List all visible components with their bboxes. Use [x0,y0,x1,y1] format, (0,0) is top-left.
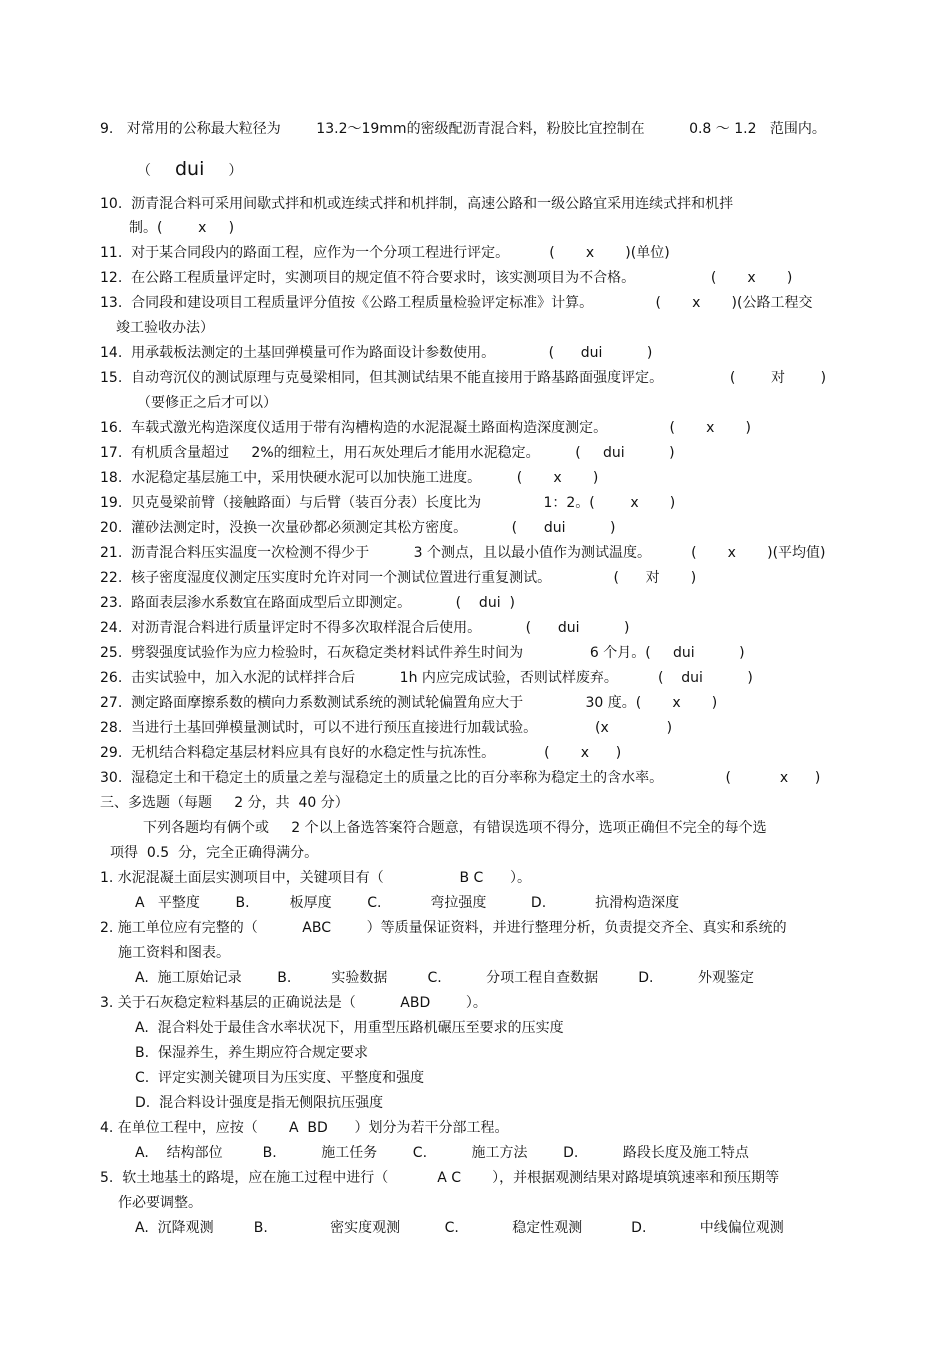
question-29: 29. 无机结合料稳定基层材料应具有良好的水稳定性与抗冻性。 ( x ) [100,745,622,761]
multi-question-5-options: A. 沉降观测 B. 密实度观测 C. 稳定性观测 D. 中线偏位观测 [135,1220,784,1236]
question-13-line2: 竣工验收办法） [116,320,214,336]
question-15-line2: （要修正之后才可以） [137,395,277,411]
question-13-line1: 13. 合同段和建设项目工程质量评分值按《公路工程质量检验评定标准》计算。 ( x )(公路工程交 [100,295,813,311]
question-22: 22. 核子密度湿度仪测定压实度时允许对同一个测试位置进行重复测试。 ( 对 ) [100,570,697,586]
multi-question-1: 1. 水泥混凝土面层实测项目中，关键项目有（ B C ）。 [100,870,531,886]
multi-question-5-line1: 5. 软土地基土的路堤，应在施工过程中进行（ A C ），并根据观测结果对路堤填筑速率和预压期等 [100,1170,780,1186]
question-12: 12. 在公路工程质量评定时，实测项目的规定值不符合要求时，该实测项目为不合格。 ( x ) [100,270,793,286]
question-28: 28. 当进行土基回弹模量测试时，可以不进行预压直接进行加载试验。 (x ) [100,720,673,736]
question-9-line2 [137,160,242,179]
question-11: 11. 对于某合同段内的路面工程，应作为一个分项工程进行评定。 ( x )(单位) [100,245,670,261]
multi-question-5-line2: 作必要调整。 [118,1195,202,1211]
question-17: 17. 有机质含量超过 2%的细粒土，用石灰处理后才能用水泥稳定。 ( dui ) [100,445,675,461]
multi-question-3-option-c: C. 评定实测关键项目为压实度、平整度和强度 [135,1070,425,1086]
multi-question-3-option-b: B. 保湿养生，养生期应符合规定要求 [135,1045,368,1061]
question-10-line1: 10. 沥青混合料可采用间歇式拌和机或连续式拌和机拌制，高速公路和一级公路宜采用连续式拌和机拌 [100,196,734,212]
question-18: 18. 水泥稳定基层施工中，采用快硬水泥可以加快施工进度。 ( x ) [100,470,599,486]
question-16: 16. 车载式激光构造深度仪适用于带有沟槽构造的水泥混凝土路面构造深度测定。 ( x ) [100,420,751,436]
question-9-answer: dui [175,158,205,180]
question-14: 14. 用承载板法测定的土基回弹模量可作为路面设计参数使用。 ( dui ) [100,345,653,361]
question-20: 20. 灌砂法测定时，没换一次量砂都必须测定其松方密度。 ( dui ) [100,520,616,536]
multi-question-3: 3. 关于石灰稳定粒料基层的正确说法是（ ABD ）。 [100,995,487,1011]
multi-question-4-options: A. 结构部位 B. 施工任务 C. 施工方法 D. 路段长度及施工特点 [135,1145,749,1161]
multi-question-2-options: A. 施工原始记录 B. 实验数据 C. 分项工程自查数据 D. 外观鉴定 [135,970,754,986]
multi-question-3-option-d: D. 混合料设计强度是指无侧限抗压强度 [135,1095,384,1111]
multi-question-2-line2: 施工资料和图表。 [118,945,230,961]
section-heading: 三、多选题（每题 2 分，共 40 分） [100,795,349,811]
instructions-line1: 下列各题均有俩个或 2 个以上备选答案符合题意，有错误选项不得分，选项正确但不完全的每个选 [143,820,767,836]
question-27: 27. 测定路面摩擦系数的横向力系数测试系统的测试轮偏置角应大于 30 度。( x ) [100,695,718,711]
multi-question-4: 4. 在单位工程中，应按（ A BD ）划分为若干分部工程。 [100,1120,509,1136]
question-23: 23. 路面表层渗水系数宜在路面成型后立即测定。 ( dui ) [100,595,515,611]
instructions-line2: 项得 0.5 分，完全正确得满分。 [110,845,319,861]
answer-paren-close: ） [228,163,243,179]
question-25: 25. 劈裂强度试验作为应力检验时，石灰稳定类材料试件养生时间为 6 个月。( dui ) [100,645,745,661]
question-9-line1: 9. 对常用的公称最大粒径为 13.2～19mm的密级配沥青混合料，粉胶比宜控制在 0.8 ～ 1.2 范围内。 [100,121,826,137]
question-19: 19. 贝克曼梁前臂（接触路面）与后臂（装百分表）长度比为 1：2。( x ) [100,495,676,511]
answer-paren-open: （ [137,163,151,179]
question-30: 30. 湿稳定土和干稳定土的质量之差与湿稳定土的质量之比的百分率称为稳定土的含水率。 ( x ) [100,770,821,786]
multi-question-1-options: A 平整度 B. 板厚度 C. 弯拉强度 D. 抗滑构造深度 [135,895,680,911]
multi-question-2-line1: 2. 施工单位应有完整的（ ABC ）等质量保证资料，并进行整理分析，负责提交齐全、真实和系统的 [100,920,787,936]
multi-question-3-option-a: A. 混合料处于最佳含水率状况下，用重型压路机碾压至要求的压实度 [135,1020,564,1036]
question-15-line1: 15. 自动弯沉仪的测试原理与克曼梁相同，但其测试结果不能直接用于路基路面强度评定。 ( 对 ) [100,370,827,386]
question-26: 26. 击实试验中，加入水泥的试样拌合后 1h 内应完成试验，否则试样废弃。 ( dui ) [100,670,753,686]
question-24: 24. 对沥青混合料进行质量评定时不得多次取样混合后使用。 ( dui ) [100,620,630,636]
question-10-line2: 制。( x ) [129,220,235,236]
question-21: 21. 沥青混合料压实温度一次检测不得少于 3 个测点，且以最小值作为测试温度。 ( x )(平均值) [100,545,826,561]
